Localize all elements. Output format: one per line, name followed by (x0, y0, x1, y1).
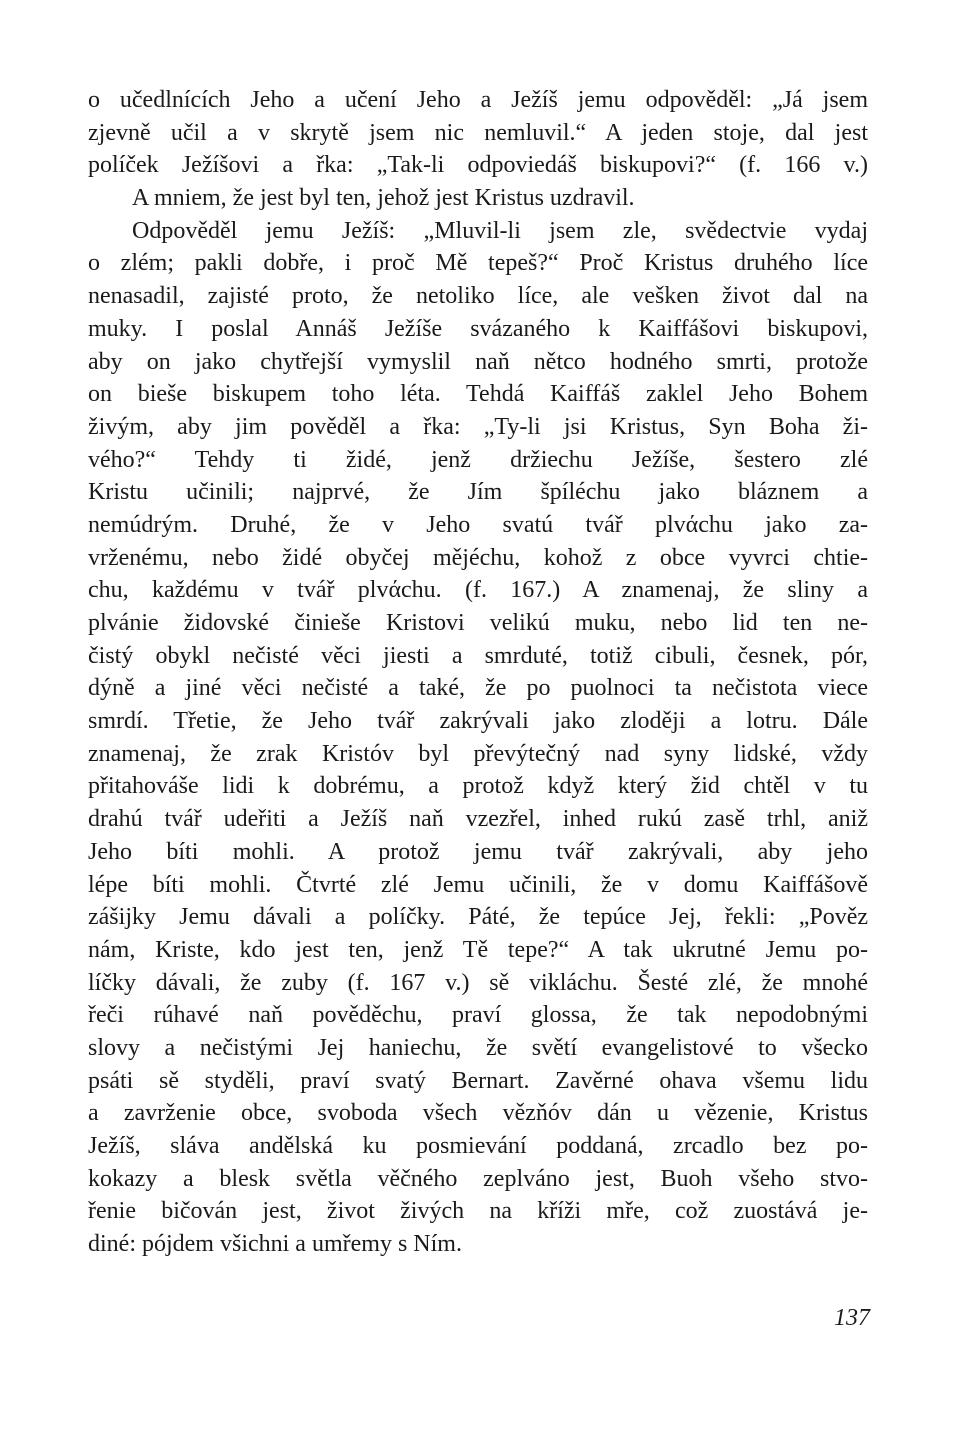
text-line: aby on jako chytřejší vymyslil naň nětco hodného smrti, protože (88, 348, 868, 375)
text-line: řenie bičován jest, život živých na kříži mře, což zuostává je- (88, 1198, 868, 1225)
text-line: zášijky Jemu dávali a políčky. Páté, že tepúce Jej, řekli: „Pověz (88, 904, 868, 931)
text-line: a zavrženie obce, svoboda všech vězňóv dán u vězenie, Kristus (88, 1100, 868, 1127)
text-line: přitahováše lidi k dobrému, a protož když který žid chtěl v tu (88, 773, 868, 800)
text-line: Ježíš, sláva andělská ku posmievání poddaná, zrcadlo bez po- (88, 1133, 868, 1159)
text-line: on bieše biskupem toho léta. Tehdá Kaiffáš zaklel Jeho Bohem (88, 381, 868, 408)
text-line: vého?“ Tehdy ti židé, jenž držiechu Ježíše, šestero zlé (88, 446, 868, 473)
text-line: nám, Kriste, kdo jest ten, jenž Tě tepe?“ A tak ukrutné Jemu po- (88, 936, 868, 963)
text-line: líčky dávali, že zuby (f. 167 v.) sě vikláchu. Šesté zlé, že mnohé (88, 969, 868, 996)
text-line: znamenaj, že zrak Kristóv byl převýtečný nad syny lidské, vždy (88, 740, 868, 767)
text-line: lépe bíti mohli. Čtvrté zlé Jemu učinili, že v domu Kaiffášově (88, 871, 868, 898)
text-line: Jeho bíti mohli. A protož jemu tvář zakrývali, aby jeho (88, 838, 868, 865)
text-line: řeči rúhavé naň pověděchu, praví glossa, že tak nepodobnými (88, 1002, 868, 1029)
text-line: slovy a nečistými Jej haniechu, že světí evangelistové to všecko (88, 1034, 868, 1061)
text-line: čistý obykl nečisté věci jiesti a smrduté, totiž cibuli, česnek, pór, (88, 642, 868, 669)
text-line: muky. I poslal Annáš Ježíše svázaného k Kaiffášovi biskupovi, (88, 315, 868, 342)
text-line: o zlém; pakli dobře, i proč Mě tepeš?“ Proč Kristus druhého líce (88, 250, 868, 277)
page-number: 137 (834, 1305, 870, 1331)
text-line: kokazy a blesk světla věčného zeplváno jest, Buoh všeho stvo- (88, 1165, 868, 1192)
text-line: chu, každému v tvář plvάchu. (f. 167.) A znamenaj, že sliny a (88, 577, 868, 604)
text-line: nemúdrým. Druhé, že v Jeho svatú tvář plvάchu jako za- (88, 511, 868, 538)
text-line: Odpověděl jemu Ježíš: „Mluvil-li jsem zle, svědectvie vydaj (132, 217, 868, 244)
text-line: zjevně učil a v skrytě jsem nic nemluvil.“ A jeden stoje, dal jest (88, 119, 868, 146)
text-line: nenasadil, zajisté proto, že netoliko líce, ale vešken život dal na (88, 283, 868, 310)
text-line: vrženému, nebo židé obyčej měјéchu, kohož z obce vyvrci chtie- (88, 544, 868, 571)
text-line: Kristu učinili; najprvé, že Jím špíléchu jako bláznem a (88, 479, 868, 506)
text-line: diné: pójdem všichni a umřemy s Ním. (88, 1231, 462, 1258)
text-line: plvánie židovské činieše Kristovi velikú muku, nebo lid ten ne- (88, 610, 868, 636)
text-line: živým, aby jim pověděl a řka: „Ty-li jsi Kristus, Syn Boha ži- (88, 413, 868, 440)
text-line: dýně a jiné věci nečisté a také, že po puolnoci ta nečistota viece (88, 675, 868, 702)
text-line: o učedlnících Jeho a učení Jeho a Ježíš jemu odpověděl: „Já jsem (88, 87, 868, 113)
body-text (88, 84, 868, 1261)
text-line: psáti sě styděli, praví svatý Bernart. Zavěrné ohava všemu lidu (88, 1067, 868, 1094)
text-line: políček Ježíšovi a řka: „Tak-li odpoviedáš biskupovi?“ (f. 166 v.) (88, 152, 868, 179)
text-line: smrdí. Třetie, že Jeho tvář zakrývali jako zloději a lotru. Dále (88, 708, 868, 735)
text-line: A mniem, že jest byl ten, jehož jest Kristus uzdravil. (132, 185, 635, 212)
text-line: drahú tvář udeřiti a Ježíš naň vzezřel, inhed rukú zasě trhl, aniž (88, 806, 868, 833)
